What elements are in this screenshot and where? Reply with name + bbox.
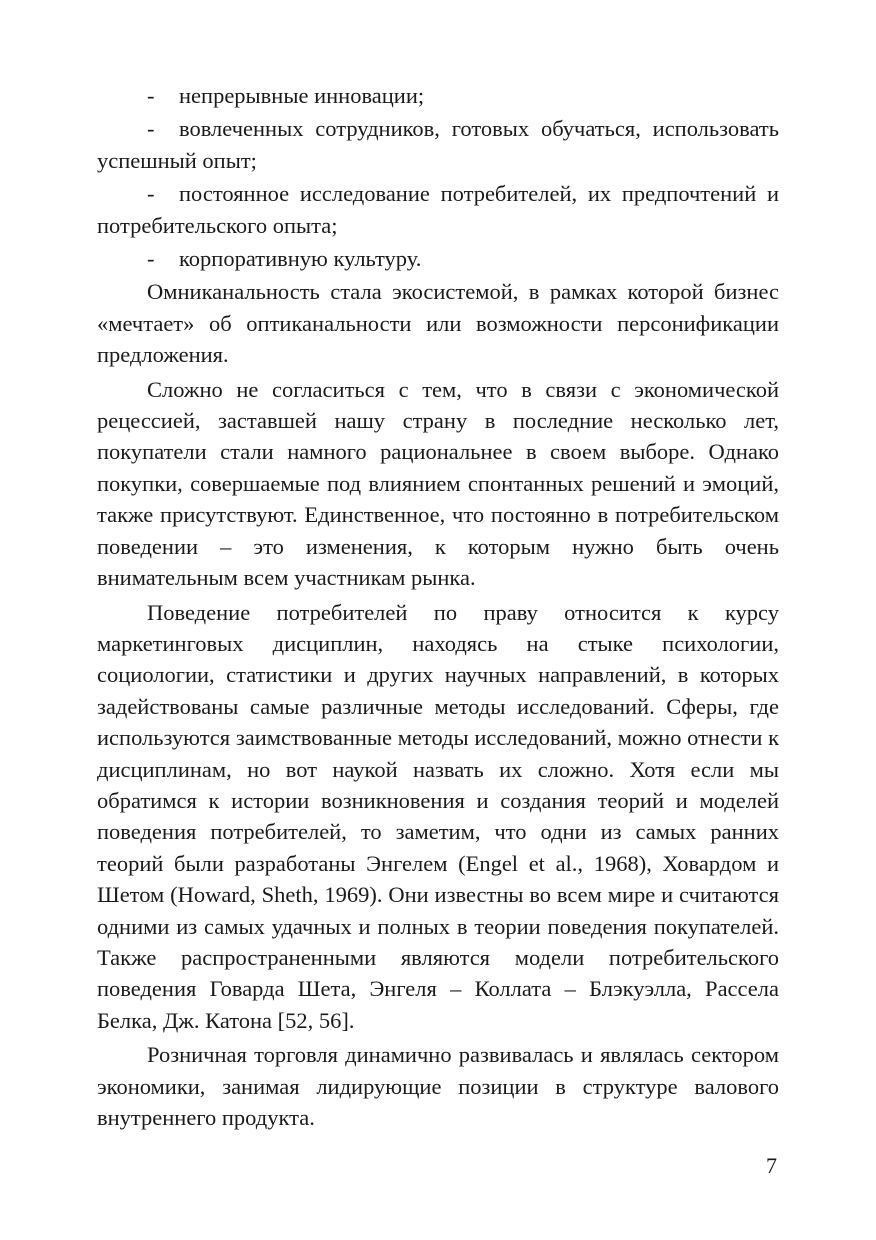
page-body — [97, 80, 779, 1136]
list-item-text: вовлеченных сотрудников, готовых обучаться, использовать успешный опыт; — [97, 116, 779, 173]
paragraph-recession: Сложно не согласиться с тем, что в связи с экономической рецессией, заставшей нашу страну в последние несколько лет, покупатели стали намного рациональнее в своем выборе. Однако покупки, совершаемые под влиянием спонтанных решений и эмоций, также присутствуют. Единственное, что постоянно в потребительском поведении – это изменения, к которым нужно быть очень внимательным всем участникам рынка. — [97, 376, 779, 591]
paragraph-retail: Розничная торговля динамично развивалась и являлась сектором экономики, занимая лидирующие позиции в структуре валового внутреннего продукта. — [97, 1042, 779, 1130]
list-dash: - — [147, 116, 155, 142]
list-item-text: корпоративную культуру. — [179, 246, 422, 272]
paragraph-consumer-behavior: Поведение потребителей по праву относится к курсу маркетинговых дисциплин, находясь на стыке психологии, социологии, статистики и других научных направлений, в которых задействованы самые различные методы исследований. Сферы, где используются заимствованные методы исследований, можно отнести к дисциплинам, но вот наукой назвать их сложно. Хотя если мы обратимся к истории возникновения и создания теорий и моделей поведения потребителей, то заметим, что одни из самых ранних теорий были разработаны Энгелем (Engel et al., 1968), Ховардом и Шетом (Howard, Sheth, 1969). Они известны во всем мире и считаются одними из самых удачных и полных в теории поведения покупателей. Также распространенными являются модели потребительского поведения Говарда Шета, Энгеля – Коллата – Блэкуэлла, Рассела Белка, Дж. Катона [52, 56]. — [97, 599, 779, 1033]
list-dash: - — [147, 181, 155, 207]
list-dash: - — [147, 246, 155, 272]
list-item-text: постоянное исследование потребителей, их предпочтений и потребительского опыта; — [97, 181, 779, 238]
list-item — [97, 178, 779, 241]
list-item — [97, 113, 779, 176]
list-item — [97, 80, 779, 111]
paragraph-omnichannel: Омниканальность стала экосистемой, в рамках которой бизнес «мечтает» об оптиканальности или возможности персонификации предложения. — [97, 279, 779, 368]
list-item — [97, 243, 779, 274]
page-number: 7 — [766, 1153, 777, 1178]
list-dash: - — [147, 83, 155, 108]
list-item-text: непрерывные инновации; — [179, 83, 425, 108]
